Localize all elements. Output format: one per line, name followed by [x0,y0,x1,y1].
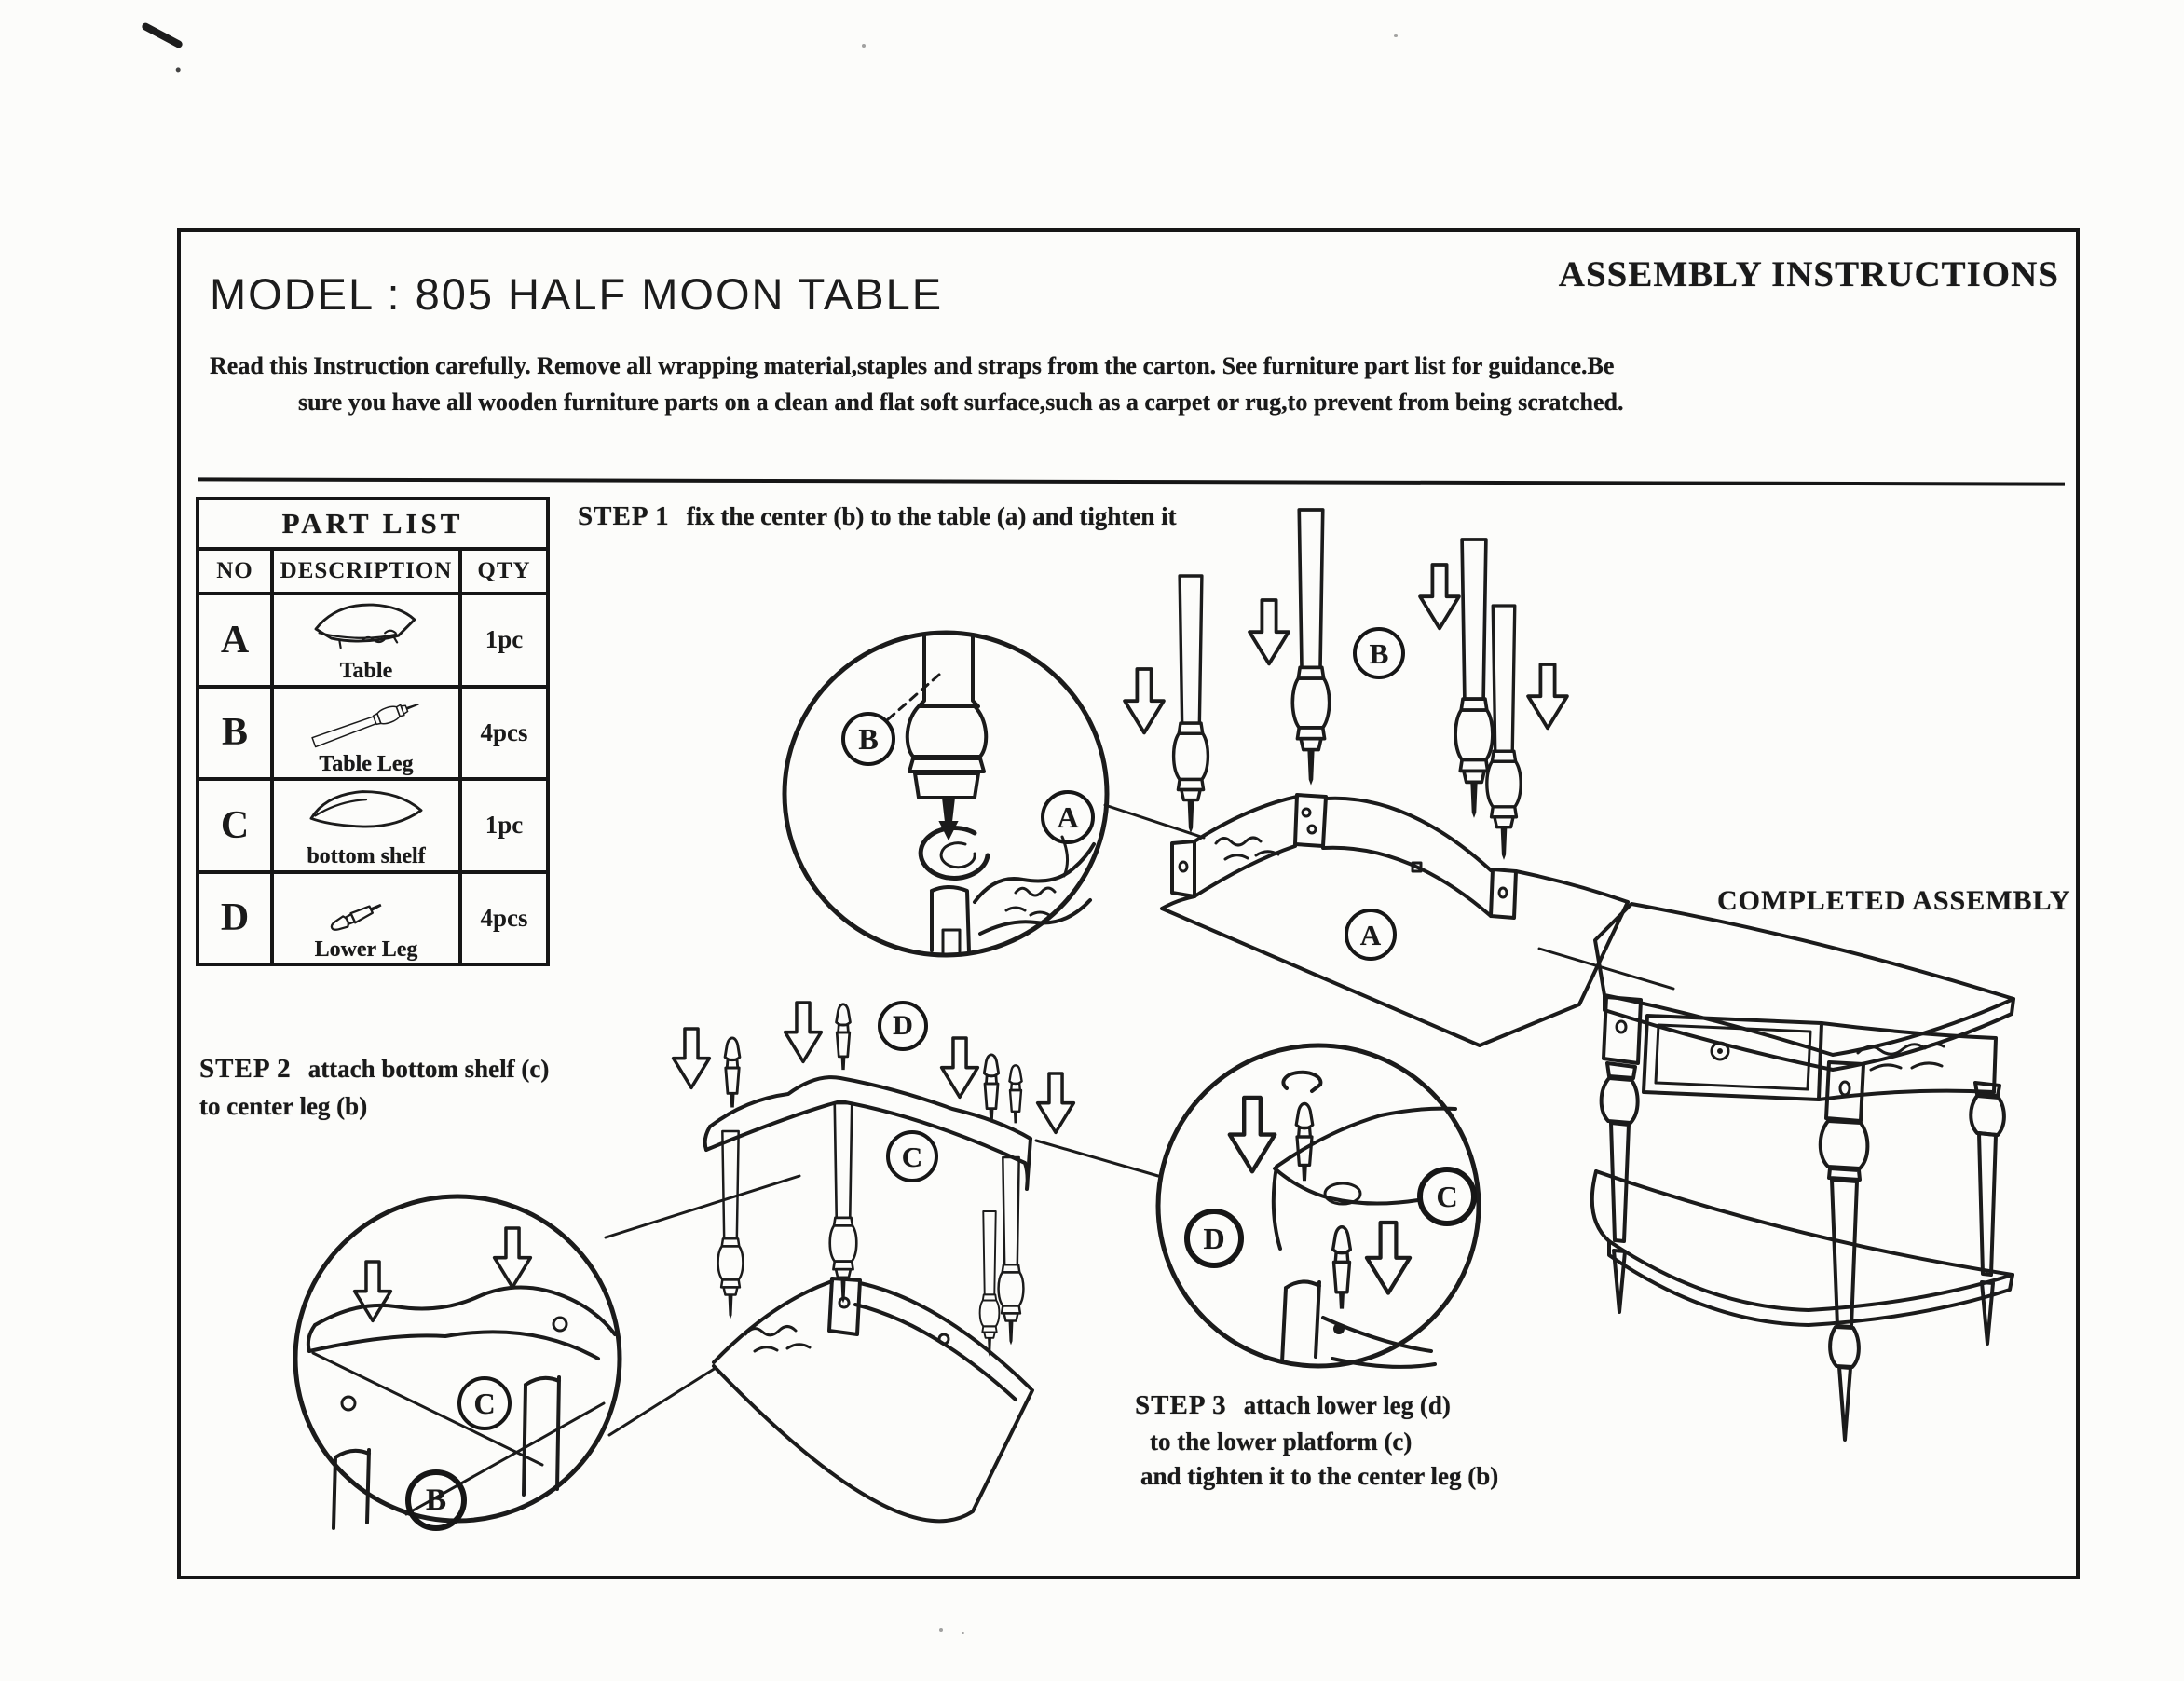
label-pointer-line [1539,949,1673,989]
part-description: Table Leg [319,751,414,776]
part-row-a [198,594,548,687]
callout-bottom-shelf: C [457,1376,512,1430]
part-description: Table [339,659,393,684]
center-leg-below-drawing [1282,1281,1319,1362]
completed-assembly-drawing [1537,867,2096,1463]
step3-text: and tighten it to the center leg (b) [1140,1462,1499,1491]
bottom-shelf-sketch [275,781,457,848]
right-leg-drawing [1971,1083,2004,1344]
magnifier-connector-line [606,1176,799,1435]
front-center-leg-drawing [1821,1062,1868,1440]
callout-lower-leg: D [1184,1209,1244,1268]
callout-table-leg: B [841,712,895,766]
callout-table-leg: B [1353,627,1405,679]
step3-instruction [1135,1387,1498,1495]
step3-connector-line [1036,1141,1158,1176]
corner-bracket-drawing [932,887,969,954]
lock-washer-drawing [921,827,988,878]
step3-text: attach lower leg (d) [1243,1391,1451,1419]
scan-artifact-dot [939,1628,943,1632]
part-letter: A [198,594,272,687]
step2-text: to center leg (b) [199,1092,368,1121]
step1-text: fix the center (b) to the table (a) and tighten it [686,502,1177,530]
part-qty: 4pcs [460,872,548,965]
callout-table-leg: B [405,1469,467,1531]
part-list-table [196,497,550,966]
down-arrow-icon [1125,565,1567,732]
part-row-c [198,779,548,872]
lower-leg-drawing [1296,1103,1350,1307]
step3-label: STEP 3 [1135,1390,1227,1420]
table-leg-detail-drawing [908,635,987,839]
table-leg-sketch [275,689,457,756]
intro-text-line: sure you have all wooden furniture parts on a clean and flat soft surface,such as a carpet or rug,to prevent from being scratched. [298,389,1624,416]
step2-label: STEP 2 [199,1054,292,1084]
assembly-instructions-title: ASSEMBLY INSTRUCTIONS [1558,254,2059,294]
callout-table: A [1041,790,1095,844]
part-description: Lower Leg [314,936,418,962]
part-row-d [198,872,548,965]
rotate-arrow-icon [1283,1073,1320,1091]
callout-bottom-shelf: C [886,1130,938,1182]
step2-text: attach bottom shelf (c) [307,1055,550,1083]
table-top-inverted-drawing [714,1278,1032,1521]
lower-shelf-drawing [1592,1171,2013,1325]
part-qty: 1pc [460,594,548,687]
callout-lower-leg: D [878,1001,928,1051]
scan-artifact-dot [962,1632,964,1634]
part-qty: 1pc [460,779,548,872]
bottom-shelf-drawing [705,1077,1031,1189]
lower-leg-drawing [725,1004,1022,1123]
part-letter: C [198,779,272,872]
part-row-b [198,687,548,780]
model-title: MODEL : 805 HALF MOON TABLE [210,269,944,319]
part-letter: B [198,687,272,780]
scan-artifact-mark [141,21,184,49]
callout-bottom-shelf: C [1417,1167,1477,1226]
scan-artifact-dot [862,44,866,48]
column-header-qty: QTY [460,549,548,594]
part-qty: 4pcs [460,687,548,780]
step1-label: STEP 1 [578,501,670,531]
column-header-description: DESCRIPTION [272,549,460,594]
intro-text-line: Read this Instruction carefully. Remove all wrapping material,staples and straps from the carton. See furniture part list for guidance.Be [210,352,1615,379]
completed-assembly-label: COMPLETED ASSEMBLY [1717,885,2071,916]
table-leg-drawing [1174,510,1522,857]
table-top-sketch [275,595,457,663]
step2-diagram [233,969,1165,1603]
column-header-no: NO [198,549,272,594]
part-list-title: PART LIST [198,499,548,549]
step3-text: to the lower platform (c) [1150,1427,1413,1456]
lower-platform-detail-drawing [1274,1109,1455,1367]
part-letter: D [198,872,272,965]
lower-leg-sketch [275,874,457,941]
callout-table: A [1345,909,1397,961]
part-description: bottom shelf [307,844,426,869]
scan-artifact-dot [1394,34,1398,37]
